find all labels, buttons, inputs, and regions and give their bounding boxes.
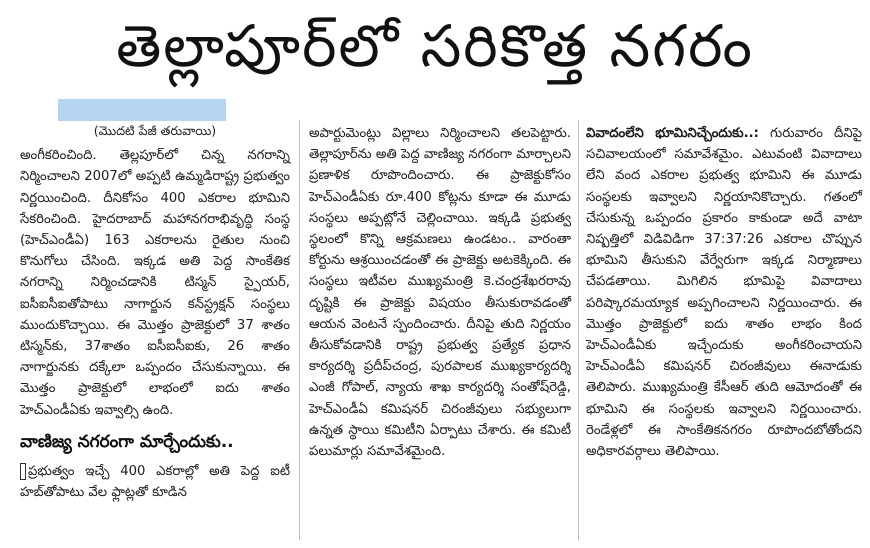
paragraph	[586, 123, 862, 462]
continued-label: (మొదటి పేజీ తరువాయి)	[93, 123, 217, 138]
article-column-2	[309, 123, 571, 462]
column-divider	[578, 120, 579, 540]
column-divider	[299, 120, 300, 540]
article-column-3	[586, 123, 862, 462]
paragraph: అంగీకరించింది. తెల్లపూర్‌లో చిన్న నగరాన్ని నిర్మించాలని 2007లో అప్పటి ఉమ్మడిరాష్ట్ర ప్రభుత్వం నిర్ణయించింది. దీనికోసం 400 ఎకరాల భూమిని సేకరించింది. హైదరాబాద్ మహానగరాభివృద్ధి సంస్థ (హెచ్ఎండీఏ) 163 ఎకరాలను రైతుల నుంచి కొనుగోలు చేసింది. ఇక్కడ అతి పెద్ద సాంకేతిక నగరాన్ని నిర్మించడానికి టిస్మన్ స్పైయర్, ఐసీఐసీఐతోపాటు నాగార్జున కన్‌స్ట్రక్షన్ సంస్థలు ముందుకొచ్చాయి. ఈ మొత్తం ప్రాజెక్టులో 37 శాతం టిస్మన్‌కు, 37శాతం ఐసీఐసీఐకు, 26 శాతం నాగార్జునకు దక్కేలా ఒప్పందం చేసుకున్నాయి. ఈ మొత్తం ప్రాజెక్టులో లాభంలో ఐదు శాతం హెచ్ఎండీఏకు ఇవ్వాల్సి ఉంది.	[20, 148, 290, 418]
paragraph	[20, 461, 290, 503]
paragraph: అపార్టుమెంట్లు విల్లాలు నిర్మించాలని తలపెట్టారు. తెల్లాపూర్‌ను అతి పెద్ద వాణిజ్య నగరంగా మార్చాలని ప్రణాళిక రూపొందించారు. ఈ ప్రాజెక్టుకోసం హెచ్ఎండీఏకు రూ.400 కోట్లను కూడా ఈ మూడు సంస్థలు అప్పట్లోనే చెల్లించాయి. ఇక్కడి ప్రభుత్వ స్థలంలో కొన్ని ఆక్రమణలు ఉండటం.. వారంతా కోర్టును ఆశ్రయించడంతో ఈ ప్రాజెక్టు అటకెక్కింది. ఈ సంస్థలు ఇటీవల ముఖ్యమంత్రి కె.చంద్రశేఖరరావు దృష్టికి ఈ ప్రాజెక్టు విషయం తీసుకురావడంతో ఆయన వెంటనే స్పందించారు. దీనిపై తుది నిర్ణయం తీసుకోవడానికి రాష్ట్ర ప్రభుత్వ ప్రత్యేక ప్రధాన కార్యదర్శి ప్రదీప్‌చంద్ర, పురపాలక ముఖ్యకార్యదర్శి ఎంజీ గోపాల్, న్యాయ శాఖ కార్యదర్శి సంతోష్‌రెడ్డి, హెచ్ఎండీఏ కమిషనర్ చిరంజీవులు సభ్యులుగా ఉన్నత స్థాయి కమిటీని ఏర్పాటు చేశారు. ఈ కమిటీ పలుమార్లు సమావేశమైంది.	[309, 126, 571, 460]
paragraph-text: గురువారం దీనిపై సచివాలయంలో సమావేశమైం. ఎటువంటి వివాదాలు లేని వంద ఎకరాల ప్రభుత్వ భూమిని ఈ మూడు సంస్థలకు ఇవ్వాలని నిర్ణయానికొచ్చారు. గతంలో చేసుకున్న ఒప్పందం ప్రకారం కాకుండా అదే వాటా నిష్పత్తిలో విడివిడిగా 37:37:26 ఎకరాల చొప్పున భూమిని తీసుకుని వేర్వేరుగా ఇక్కడ నిర్మాణాలు చేపడతాయి. మిగిలిన భూమిపై వివాదాలు పరిష్కారమయ్యాక అప్పగించాలని నిర్ణయించారు. ఈ మొత్తం ప్రాజెక్టులో ఐదు శాతం లాభం కింద హెచ్ఎండీఏకు ఇచ్చేందుకు అంగీకరించాయని హెచ్ఎండీఏ కమిషనర్ చిరంజీవులు ఈనాడుకు తెలిపారు. ముఖ్యమంత్రి కేసీఆర్ తుది ఆమోదంతో ఈ భూమిని ఈ సంస్థలకు ఇవ్వాలని నిర్ణయించారు. రెండేళ్లలో ఈ సాంకేతికనగరం రూపొందబోతోందని అధికారవర్గాలు తెలిపాయి.	[586, 126, 862, 460]
article-column-1	[20, 120, 290, 503]
lead-in: వివాదంలేని భూమినిచ్చేందుకు..:	[586, 126, 759, 141]
selection-highlight	[58, 99, 226, 121]
headline: తెల్లాపూర్‌లో సరికొత్త నగరం	[116, 12, 754, 80]
boxed-letter	[20, 463, 26, 480]
subheading: వాణిజ్య నగరంగా మార్చేందుకు..	[20, 431, 234, 452]
paragraph-text: ప్రభుత్వం ఇచ్చే 400 ఎకరాల్లో అతి పెద్ద ఐటీ హబ్‌తోపాటు వేల ఫ్లాట్లతో కూడిన	[20, 463, 290, 501]
